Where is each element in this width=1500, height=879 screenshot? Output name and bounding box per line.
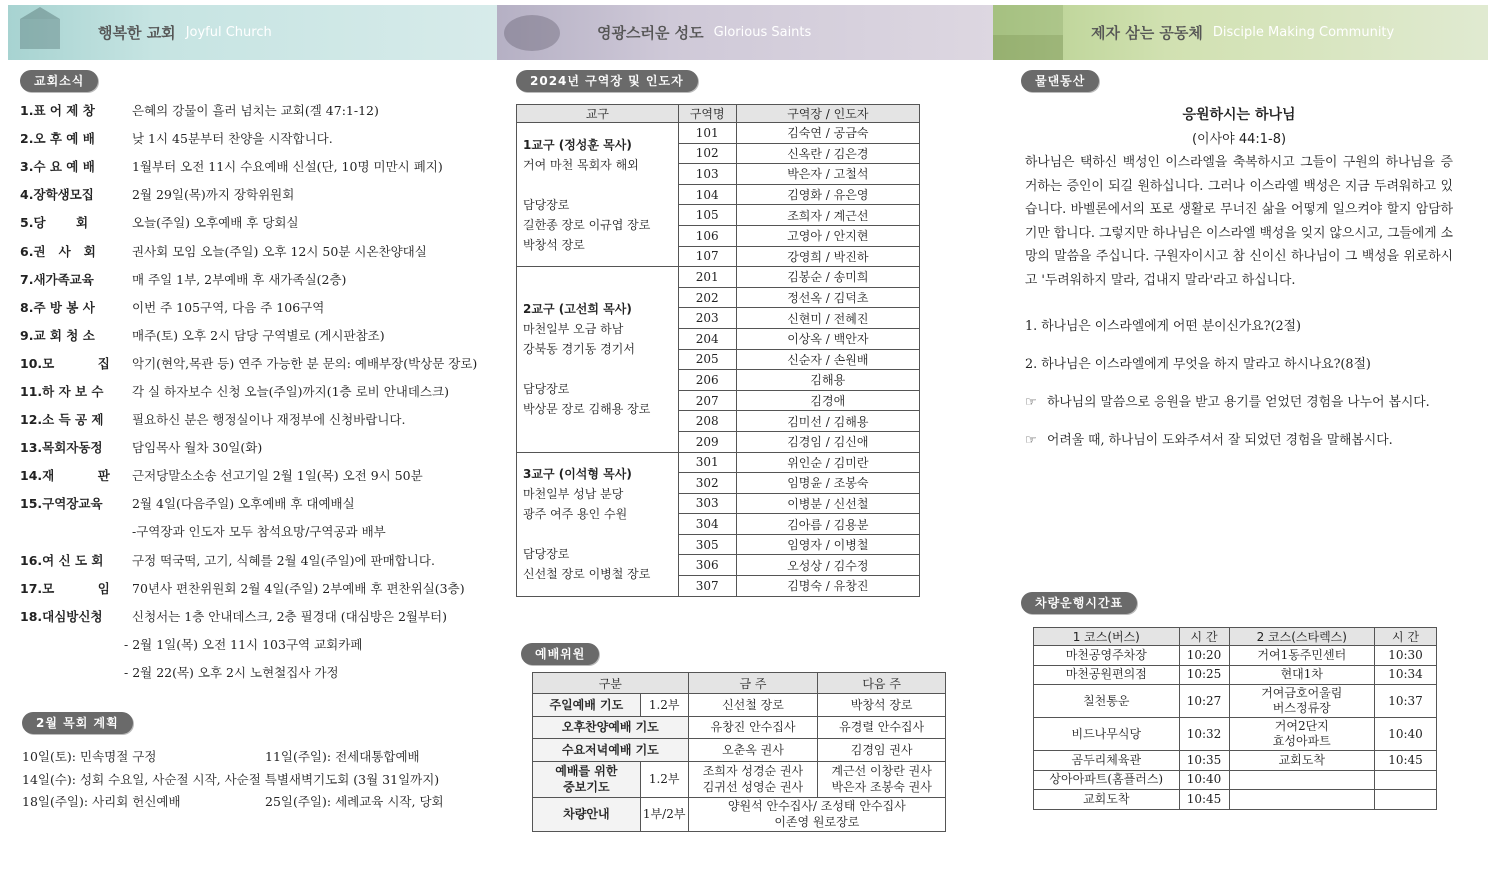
- discussion-text: 어려울 때, 하나님이 도와주셔서 잘 되었던 경험을 말해봅시다.: [1047, 433, 1393, 448]
- worship-committee-table: [532, 672, 946, 832]
- news-item: [20, 630, 490, 658]
- group-number-cell: 305: [678, 534, 736, 555]
- spacer: [523, 359, 678, 379]
- church-news-list: [20, 96, 490, 686]
- news-text: 필요하신 분은 행정실이나 재정부에 신청바랍니다.: [132, 412, 406, 428]
- news-item: [20, 180, 490, 208]
- table-row: [517, 452, 920, 473]
- plan-item: 11일(주일): 전세대통합예배: [265, 749, 420, 765]
- discussion-text: 하나님의 말씀으로 응원을 받고 용기를 얻었던 경험을 나누어 봅시다.: [1047, 395, 1430, 410]
- shuttle-schedule-table: [1033, 627, 1437, 810]
- news-text: 신청서는 1층 안내데스크, 2층 필경대 (대심방은 2월부터): [132, 608, 448, 624]
- leader-cell: 이상옥 / 백안자: [736, 328, 919, 349]
- group-number-cell: 302: [678, 473, 736, 494]
- time-cell: 10:27: [1179, 685, 1229, 718]
- this-week-cell: 조희자 성경순 권사 김귀선 성영순 권사: [688, 761, 818, 797]
- banner-title-en: Joyful Church: [185, 25, 272, 40]
- news-item: [20, 405, 490, 433]
- stop-cell: 거여1동주민센터: [1229, 646, 1375, 666]
- leader-cell: 박은자 / 고철석: [736, 164, 919, 185]
- parish-line: 광주 여주 용인 수원: [523, 507, 628, 522]
- news-label: 6.권 사 회: [20, 243, 96, 259]
- this-week-cell: 유창진 안수집사: [688, 716, 818, 739]
- leader-cell: 강영희 / 박진하: [736, 246, 919, 267]
- driver-cell: 양원석 안수집사/ 조성태 안수집사 이존영 원로장로: [688, 797, 945, 831]
- leader-cell: 정선옥 / 김덕초: [736, 287, 919, 308]
- news-item: [20, 377, 490, 405]
- parish-line: 박상문 장로 김해용 장로: [523, 402, 651, 417]
- table-row: [1034, 718, 1437, 751]
- plan-row: [22, 790, 492, 813]
- leader-cell: 위인순 / 김미란: [736, 452, 919, 473]
- banner-glorious-saints: [497, 5, 993, 60]
- time-cell: 10:45: [1375, 751, 1437, 771]
- group-number-cell: 103: [678, 164, 736, 185]
- news-label: 12.소 득 공 제: [20, 412, 104, 428]
- news-text: - 2월 22(목) 오후 2시 노현철집사 가정: [124, 664, 339, 680]
- question-2: 2. 하나님은 이스라엘에게 무엇을 하지 말라고 하시나요?(8절): [1025, 357, 1371, 372]
- news-text: 1월부터 오전 11시 수요예배 신설(단, 10명 미만시 폐지): [132, 159, 443, 175]
- parish-cell: [517, 267, 679, 452]
- stop-cell: 비드나무식당: [1034, 718, 1180, 751]
- role-cell: 차량안내: [533, 797, 641, 831]
- news-label: 17.모 임: [20, 580, 110, 596]
- news-text: 2월 29일(목)까지 장학위원회: [132, 187, 295, 203]
- group-number-cell: 204: [678, 328, 736, 349]
- news-text: 매 주일 1부, 2부예배 후 새가족실(2층): [132, 271, 347, 287]
- news-item: [20, 349, 490, 377]
- group-number-cell: 105: [678, 205, 736, 226]
- table-row: [1034, 770, 1437, 790]
- group-number-cell: 106: [678, 225, 736, 246]
- study-reference: (이사야 44:1-8): [1191, 132, 1287, 147]
- table-row: [1034, 751, 1437, 771]
- time-cell: [1375, 770, 1437, 790]
- time-cell: 10:37: [1375, 685, 1437, 718]
- parish-line: 2교구 (고선희 목사): [523, 302, 632, 317]
- stop-cell: 곰두리체육관: [1034, 751, 1180, 771]
- news-label: 7.새가족교육: [20, 271, 94, 287]
- part-cell: 1.2부: [640, 694, 688, 717]
- parish-line: 거여 마천 목회자 해외: [523, 157, 639, 172]
- news-label: 18.대심방신청: [20, 608, 103, 624]
- banner-title-en: Disciple Making Community: [1212, 25, 1395, 40]
- stop-cell: 상아아파트(홈플러스): [1034, 770, 1180, 790]
- time-cell: 10:45: [1179, 790, 1229, 810]
- leader-cell: 신순자 / 손원배: [736, 349, 919, 370]
- news-item: [20, 321, 490, 349]
- part-cell: 1부/2부: [640, 797, 688, 831]
- news-text: 각 실 하자보수 신청 오늘(주일)까지(1층 로비 안내데스크): [132, 383, 449, 399]
- table-row: [533, 716, 946, 739]
- spacer: [523, 175, 678, 195]
- news-label: 8.주 방 봉 사: [20, 299, 95, 315]
- stop-cell: 칠천통운: [1034, 685, 1180, 718]
- group-number-cell: 307: [678, 576, 736, 597]
- news-item: [20, 208, 490, 236]
- stop-cell: 마천공영주차장: [1034, 646, 1180, 666]
- role-cell: 예배를 위한 중보기도: [533, 761, 641, 797]
- news-label: 3.수 요 예 배: [20, 159, 95, 175]
- time-cell: 10:30: [1375, 646, 1437, 666]
- leader-cell: 김숙연 / 공금숙: [736, 123, 919, 144]
- group-leaders-table: [516, 104, 920, 597]
- leader-cell: 임명윤 / 조봉숙: [736, 473, 919, 494]
- group-number-cell: 205: [678, 349, 736, 370]
- stop-cell: [1229, 770, 1375, 790]
- plan-row: [22, 768, 492, 791]
- leader-cell: 임영자 / 이병철: [736, 534, 919, 555]
- group-number-cell: 107: [678, 246, 736, 267]
- study-paragraph: 하나님은 택하신 백성인 이스라엘을 축복하시고 그들이 구원의 하나님을 증거하는 증인이 되길 원하십니다. 그러나 이스라엘 백성은 지금 두려워하고 있습니다. 바벨론에서의 포로 생활로 무너진 삶을 어떻게 일으켜야 할지 암담하기만 합니다. 그렇지만 하나님은 이스라엘 백성을 잊지 않으시고, 그들에게 소망의 말씀을 주십니다. 구원자이시고 참 신이신 하나님이 그 백성을 위로하시고 '두려워하지 말라, 겁내지 말라'라고 하십니다.: [1025, 155, 1453, 288]
- group-number-cell: 203: [678, 308, 736, 329]
- news-item: [20, 96, 490, 124]
- leader-cell: 신옥란 / 김은경: [736, 143, 919, 164]
- plan-item: 10일(토): 민속명절 구정: [22, 749, 157, 765]
- news-text: 낮 1시 45분부터 찬양을 시작합니다.: [132, 131, 333, 147]
- table-header-row: [533, 673, 946, 694]
- col-header: 구역장 / 인도자: [736, 105, 919, 123]
- this-week-cell: 오춘옥 권사: [688, 739, 818, 762]
- spacer: [523, 524, 678, 544]
- bible-study: [1025, 100, 1453, 451]
- parish-line: 신선철 장로 이병철 장로: [523, 567, 651, 582]
- parish-line: 마천일부 성남 분당: [523, 487, 624, 502]
- church-photo-icon: [8, 5, 78, 60]
- plan-item: 18일(주일): 사리회 헌신예배: [22, 794, 181, 810]
- leader-cell: 김경애: [736, 390, 919, 411]
- table-row: [533, 739, 946, 762]
- news-label: 10.모 집: [20, 355, 110, 371]
- group-number-cell: 202: [678, 287, 736, 308]
- table-row: [533, 694, 946, 717]
- table-row: [1034, 685, 1437, 718]
- leader-cell: 이병분 / 신선철: [736, 493, 919, 514]
- parish-line: 3교구 (이석형 목사): [523, 467, 632, 482]
- next-week-cell: 계근선 이창란 권사 박은자 조봉숙 권사: [818, 761, 946, 797]
- leader-cell: 고영아 / 안지현: [736, 225, 919, 246]
- stop-cell: 현대1차: [1229, 665, 1375, 685]
- field-photo-icon: [993, 5, 1063, 60]
- pointing-hand-icon: ☞: [1025, 395, 1037, 410]
- group-number-cell: 207: [678, 390, 736, 411]
- time-cell: 10:35: [1179, 751, 1229, 771]
- news-item: [20, 152, 490, 180]
- banner-title-ko: 영광스러운 성도: [597, 24, 704, 42]
- news-label: 9.교 회 청 소: [20, 327, 95, 343]
- time-cell: 10:25: [1179, 665, 1229, 685]
- group-number-cell: 208: [678, 411, 736, 432]
- parish-cell: [517, 123, 679, 267]
- news-text: 2월 4일(다음주일) 오후예배 후 대예배실: [132, 496, 355, 512]
- group-number-cell: 104: [678, 184, 736, 205]
- parish-line: 담당장로: [523, 382, 570, 397]
- col-header: 금 주: [688, 673, 818, 694]
- table-row: [533, 761, 946, 797]
- study-title: 응원하시는 하나님: [1182, 107, 1296, 123]
- banner-title-en: Glorious Saints: [713, 25, 812, 40]
- parish-line: 담당장로: [523, 547, 570, 562]
- col-header: 시 간: [1375, 628, 1437, 646]
- stop-cell: 마천공원편의점: [1034, 665, 1180, 685]
- leader-cell: 김봉순 / 송미희: [736, 267, 919, 288]
- news-text: 근저당말소소송 선고기일 2월 1일(목) 오전 9시 50분: [132, 468, 423, 484]
- banner-title-ko: 행복한 교회: [98, 24, 176, 42]
- news-label: 5.당 회: [20, 215, 89, 231]
- news-text: 매주(토) 오후 2시 담당 구역별로 (게시판참조): [132, 327, 385, 343]
- leader-cell: 김명숙 / 유창진: [736, 576, 919, 597]
- leader-cell: 조희자 / 계근선: [736, 205, 919, 226]
- table-row: [517, 123, 920, 144]
- news-heading: 교회소식: [20, 70, 98, 92]
- parish-line: 강북동 경기동 경기서: [523, 342, 635, 357]
- news-text: 이번 주 105구역, 다음 주 106구역: [132, 299, 325, 315]
- next-week-cell: 김경임 권사: [818, 739, 946, 762]
- time-cell: 10:32: [1179, 718, 1229, 751]
- time-cell: 10:34: [1375, 665, 1437, 685]
- stop-cell: [1229, 790, 1375, 810]
- news-text: 악기(현악,목관 등) 연주 가능한 분 문의: 예배부장(박상문 장로): [132, 355, 478, 371]
- col-header: 구분: [533, 673, 689, 694]
- news-text: 은혜의 강물이 흘러 넘치는 교회(겔 47:1-12): [132, 103, 379, 119]
- col-header: 다음 주: [818, 673, 946, 694]
- news-item: [20, 265, 490, 293]
- plan-heading: 2월 목회 계획: [22, 712, 133, 734]
- question-1: 1. 하나님은 이스라엘에게 어떤 분이신가요?(2절): [1025, 319, 1301, 334]
- group-number-cell: 304: [678, 514, 736, 535]
- leader-cell: 김아름 / 김용분: [736, 514, 919, 535]
- time-cell: [1375, 790, 1437, 810]
- group-number-cell: 101: [678, 123, 736, 144]
- col-header: 시 간: [1179, 628, 1229, 646]
- table-row: [1034, 646, 1437, 666]
- parish-line: 마천일부 오금 하남: [523, 322, 624, 337]
- news-item: [20, 574, 490, 602]
- stop-cell: 거여금호어울림 버스정류장: [1229, 685, 1375, 718]
- groups-heading: 2024년 구역장 및 인도자: [516, 70, 698, 92]
- time-cell: 10:20: [1179, 646, 1229, 666]
- news-label: 16.여 신 도 회: [20, 552, 104, 568]
- news-label: 2.오 후 예 배: [20, 131, 95, 147]
- stop-cell: 교회도착: [1229, 751, 1375, 771]
- group-number-cell: 206: [678, 370, 736, 391]
- next-week-cell: 유경렬 안수집사: [818, 716, 946, 739]
- news-label: 4.장학생모집: [20, 187, 94, 203]
- table-row: [517, 267, 920, 288]
- news-label: 1.표 어 제 창: [20, 103, 95, 119]
- bible-heading: 물댄동산: [1021, 70, 1099, 92]
- parish-line: 길한종 장로 이규엽 장로: [523, 217, 651, 232]
- banner-disciple-making: [993, 5, 1488, 60]
- leader-cell: 김경임 / 김신애: [736, 431, 919, 452]
- parish-line: 1교구 (정성훈 목사): [523, 137, 632, 152]
- time-cell: 10:40: [1375, 718, 1437, 751]
- plan-row: [22, 745, 492, 768]
- discussion-2: [1025, 430, 1453, 451]
- col-header: 1 코스(버스): [1034, 628, 1180, 646]
- parish-line: 박창석 장로: [523, 237, 585, 252]
- group-number-cell: 209: [678, 431, 736, 452]
- stop-cell: 거여2단지 효성아파트: [1229, 718, 1375, 751]
- news-item: [20, 124, 490, 152]
- discussion-1: [1025, 392, 1453, 413]
- group-number-cell: 301: [678, 452, 736, 473]
- news-text: 권사회 모임 오늘(주일) 오후 12시 50분 시온찬양대실: [132, 243, 427, 259]
- news-item: [20, 489, 490, 517]
- leader-cell: 김해용: [736, 370, 919, 391]
- news-label: 15.구역장교육: [20, 496, 103, 512]
- news-label: 14.재 판: [20, 468, 110, 484]
- news-item: [20, 658, 490, 686]
- news-item: [20, 517, 490, 545]
- news-item: [20, 546, 490, 574]
- monthly-plan: [22, 745, 492, 813]
- leader-cell: 김영화 / 유은영: [736, 184, 919, 205]
- table-header-row: [1034, 628, 1437, 646]
- news-label: 13.목회자동정: [20, 440, 103, 456]
- news-item: [20, 433, 490, 461]
- worship-heading: 예배위원: [521, 643, 599, 665]
- news-label: 11.하 자 보 수: [20, 383, 104, 399]
- pointing-hand-icon: ☞: [1025, 433, 1037, 448]
- leader-cell: 오성상 / 김수정: [736, 555, 919, 576]
- table-row: [1034, 790, 1437, 810]
- group-number-cell: 102: [678, 143, 736, 164]
- table-row: [1034, 665, 1437, 685]
- news-item: [20, 236, 490, 264]
- leader-cell: 신현미 / 전혜진: [736, 308, 919, 329]
- group-number-cell: 306: [678, 555, 736, 576]
- shuttle-heading: 차량운행시간표: [1021, 592, 1137, 614]
- col-header: 구역명: [678, 105, 736, 123]
- news-text: 70년사 편찬위원회 2월 4일(주일) 2부예배 후 편찬위실(3층): [132, 580, 465, 596]
- col-header: 2 코스(스타렉스): [1229, 628, 1375, 646]
- role-cell: 오후찬양예배 기도: [533, 716, 689, 739]
- news-text: 담임목사 월차 30일(화): [132, 440, 263, 456]
- this-week-cell: 신선철 장로: [688, 694, 818, 717]
- group-number-cell: 201: [678, 267, 736, 288]
- news-item: [20, 602, 490, 630]
- table-row: [533, 797, 946, 831]
- next-week-cell: 박창석 장로: [818, 694, 946, 717]
- role-cell: 수요저녁예배 기도: [533, 739, 689, 762]
- role-cell: 주일예배 기도: [533, 694, 641, 717]
- stop-cell: 교회도착: [1034, 790, 1180, 810]
- news-item: [20, 461, 490, 489]
- parish-line: 담당장로: [523, 197, 570, 212]
- table-header-row: [517, 105, 920, 123]
- news-text: 오늘(주일) 오후예배 후 당회실: [132, 215, 299, 231]
- banner-title-ko: 제자 삼는 공동체: [1091, 24, 1203, 42]
- part-cell: 1.2부: [640, 761, 688, 797]
- hands-photo-icon: [497, 5, 567, 60]
- news-text: -구역장과 인도자 모두 참석요망/구역공과 배부: [132, 524, 386, 540]
- time-cell: 10:40: [1179, 770, 1229, 790]
- plan-item: 14일(수): 성회 수요일, 사순절 시작, 사순절 특별새벽기도회 (3월 31일까지): [22, 771, 440, 787]
- col-header: 교구: [517, 105, 679, 123]
- news-text: 구정 떡국떡, 고기, 식혜를 2월 4일(주일)에 판매합니다.: [132, 552, 435, 568]
- banner-joyful-church: [8, 5, 497, 60]
- news-item: [20, 293, 490, 321]
- leader-cell: 김미선 / 김해용: [736, 411, 919, 432]
- plan-item: 25일(주일): 세례교육 시작, 당회: [265, 794, 444, 810]
- news-text: - 2월 1일(목) 오전 11시 103구역 교회카페: [124, 636, 363, 652]
- parish-cell: [517, 452, 679, 596]
- group-number-cell: 303: [678, 493, 736, 514]
